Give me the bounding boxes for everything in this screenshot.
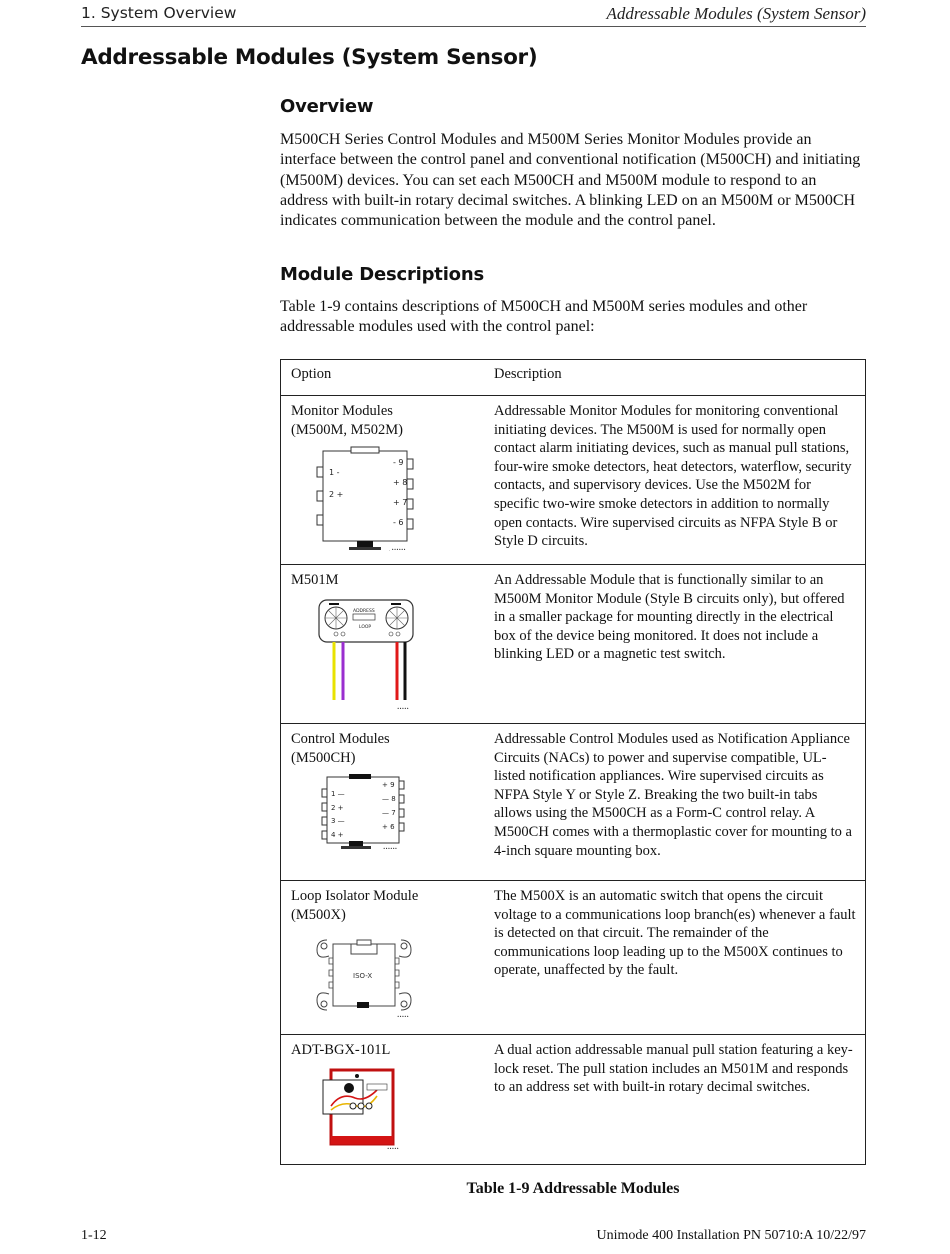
loop-isolator-module-diagram-icon bbox=[309, 930, 419, 1020]
description-text: Addressable Control Modules used as Notification Appliance Circuits (NACs) to power and supervise compatible, UL-listed notification appliances. Wire supervised circuits as NFPA Style Y or Style Z. Breaking the two built-in tabs allows using the M500CH as a Form-C control relay. A M500CH comes with a thermoplastic cover for mounting to a 4-inch square mounting box. bbox=[494, 731, 852, 859]
svg-text:+ 6: + 6 bbox=[382, 823, 395, 832]
svg-text:1 -: 1 - bbox=[329, 468, 340, 478]
svg-text:+ 7: + 7 bbox=[393, 498, 408, 508]
addressable-modules-table bbox=[280, 359, 866, 1165]
description-cell bbox=[484, 881, 866, 1035]
monitor-module-wiring-diagram-icon bbox=[309, 445, 419, 553]
module-descriptions-paragraph: Table 1-9 contains descriptions of M500CH and M500M series modules and other addressable modules used with the control panel: bbox=[280, 298, 808, 336]
option-cell bbox=[281, 881, 485, 1035]
description-cell bbox=[484, 396, 866, 565]
svg-text:- 6: - 6 bbox=[393, 518, 404, 528]
page-number: 1-12 bbox=[81, 1228, 107, 1243]
table-row bbox=[281, 881, 866, 1035]
column-header-option: Option bbox=[291, 366, 332, 382]
running-header bbox=[81, 4, 866, 27]
svg-text:•••••: ••••• bbox=[387, 1145, 399, 1151]
description-cell bbox=[484, 724, 866, 881]
description-text: The M500X is an automatic switch that opens the circuit voltage to a communications loop branch(es) whenever a fault is detected on that circuit. The remainder of the communications loop leading up to the M500X continues to operate, unaffected by the fault. bbox=[494, 888, 856, 979]
svg-text:1 —: 1 — bbox=[331, 790, 345, 799]
option-name: Monitor Modules (M500M, M502M) bbox=[291, 403, 403, 438]
option-cell bbox=[281, 724, 485, 881]
svg-text:4 +: 4 + bbox=[331, 831, 344, 840]
description-cell bbox=[484, 565, 866, 724]
m501m-address-label: ADDRESS bbox=[353, 608, 375, 614]
option-name: ADT-BGX-101L bbox=[291, 1042, 391, 1058]
svg-text:— 8: — 8 bbox=[382, 795, 396, 804]
table-header-row bbox=[281, 360, 866, 396]
chapter-title: 1. System Overview bbox=[81, 4, 237, 22]
option-cell bbox=[281, 565, 485, 724]
description-text: A dual action addressable manual pull station featuring a key-lock reset. The pull station includes an M501M and responds to an address set with built-in rotary decimal switches. bbox=[494, 1042, 853, 1096]
document-reference: Unimode 400 Installation PN 50710:A 10/22/97 bbox=[596, 1228, 866, 1243]
m501m-loop-label: LOOP bbox=[359, 624, 372, 630]
control-module-wiring-diagram-icon bbox=[309, 773, 419, 853]
description-text: An Addressable Module that is functionally similar to an M500M Monitor Module (Style B circuits only), but offered in a smaller package for mounting directly in the electrical box of the device being monitored. It does not include a blinking LED or a magnetic test switch. bbox=[494, 572, 845, 663]
overview-paragraph: M500CH Series Control Modules and M500M Series Monitor Modules provide an interface between the control panel and conventional notification (M500CH) and initiating (M500M) devices. You can set each M500CH and M500M module to respond to an address with built-in rotary decimal switches. A blinking LED on an M500M or M500CH indicates communication between the module and the control panel. bbox=[280, 131, 861, 230]
svg-text:+ 9: + 9 bbox=[382, 781, 395, 790]
svg-text:••••••: •••••• bbox=[383, 846, 398, 852]
m501m-module-with-wire-leads-icon bbox=[309, 596, 419, 714]
option-name: Control Modules (M500CH) bbox=[291, 731, 390, 766]
svg-text:. ••••••: . •••••• bbox=[389, 547, 406, 553]
option-name: Loop Isolator Module (M500X) bbox=[291, 888, 419, 923]
option-name: M501M bbox=[291, 572, 339, 588]
table-row bbox=[281, 724, 866, 881]
svg-text:2 +: 2 + bbox=[331, 804, 344, 813]
svg-text:— 7: — 7 bbox=[382, 809, 396, 818]
option-cell bbox=[281, 1035, 485, 1165]
svg-text:•••••: ••••• bbox=[397, 705, 409, 711]
table-row bbox=[281, 565, 866, 724]
table-row bbox=[281, 396, 866, 565]
section-title: Addressable Modules (System Sensor) bbox=[606, 4, 866, 23]
overview-heading: Overview bbox=[280, 96, 374, 117]
column-header-description: Description bbox=[494, 366, 562, 382]
svg-text:3 —: 3 — bbox=[331, 817, 345, 826]
option-cell bbox=[281, 396, 485, 565]
module-descriptions-heading: Module Descriptions bbox=[280, 264, 484, 285]
svg-text:- 9: - 9 bbox=[393, 458, 404, 468]
page-title: Addressable Modules (System Sensor) bbox=[81, 45, 538, 70]
table-row bbox=[281, 1035, 866, 1165]
table-caption: Table 1-9 Addressable Modules bbox=[466, 1180, 680, 1197]
svg-text:•••••: ••••• bbox=[397, 1014, 409, 1020]
description-cell bbox=[484, 1035, 866, 1165]
description-text: Addressable Monitor Modules for monitoring conventional initiating devices. The M500M is used for normally open contact alarm initiating devices, such as manual pull stations, four-wire smoke detectors, heat detectors, waterflow, security contacts, and supervisory devices. Use the M502M for specific two-wire smoke detectors in addition to normally open contacts. Wire supervised circuits as NFPA Style B or Style D circuits. bbox=[494, 403, 852, 550]
svg-text:2 +: 2 + bbox=[329, 490, 344, 500]
pull-station-diagram-icon bbox=[309, 1066, 419, 1152]
svg-text:+ 8: + 8 bbox=[393, 478, 408, 488]
isolator-center-label: ISO-X bbox=[353, 972, 373, 981]
